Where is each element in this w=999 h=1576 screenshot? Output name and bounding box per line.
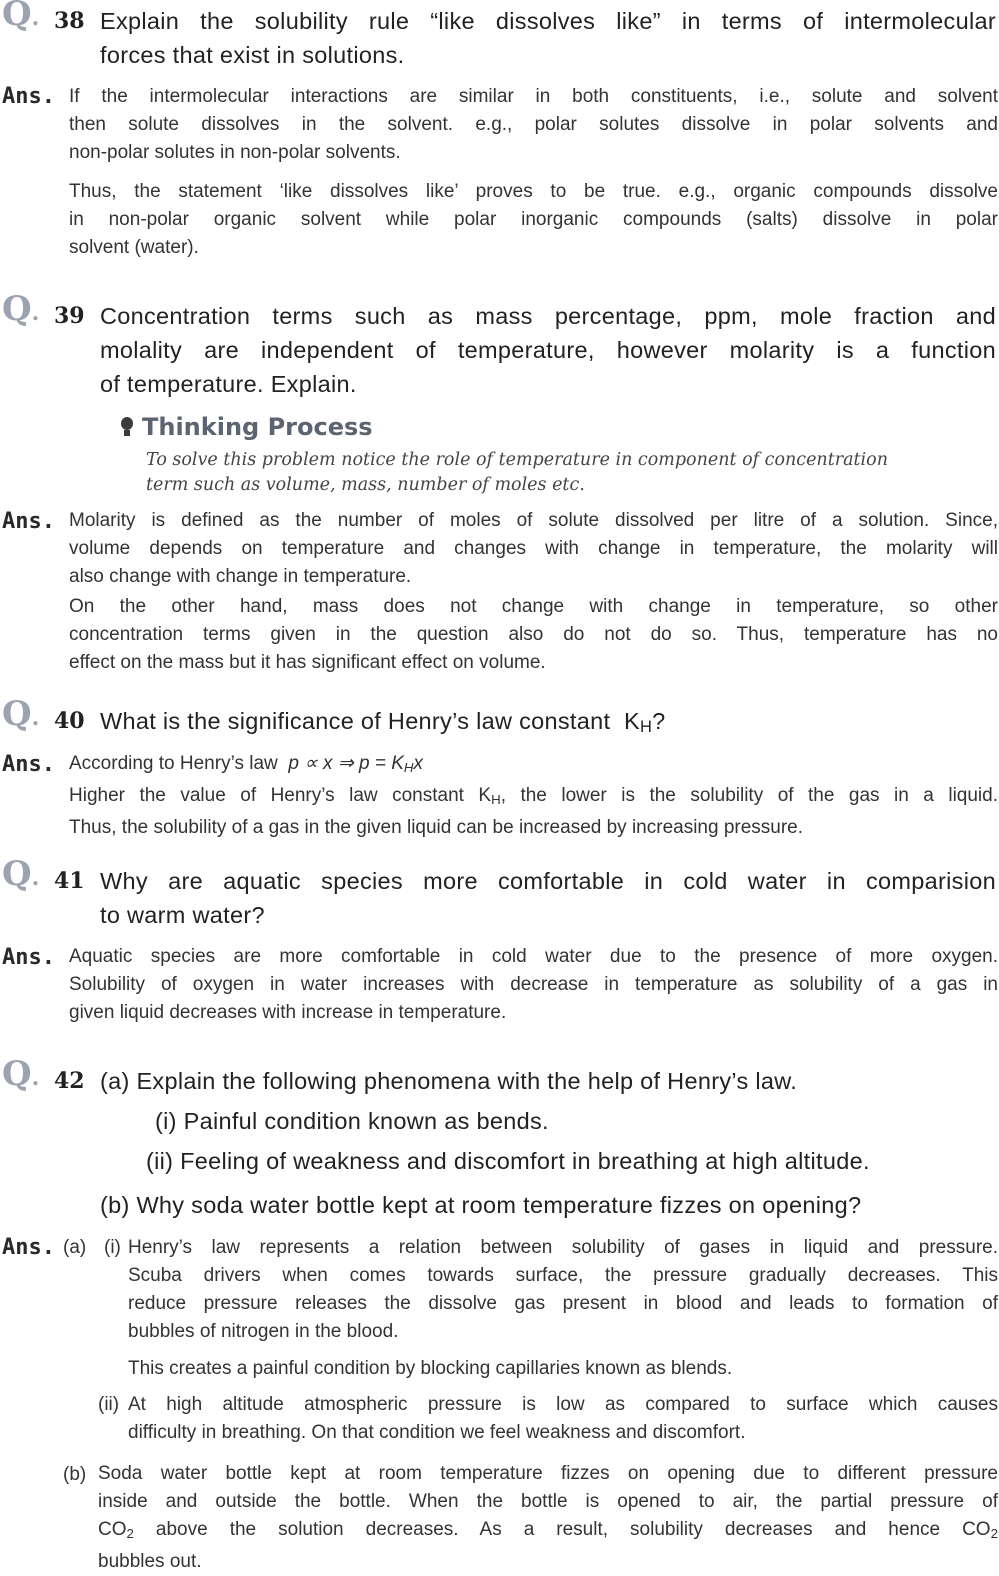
answer-label: Ans. xyxy=(2,509,55,534)
question-mark-icon: Q. xyxy=(2,0,40,34)
subpart-ii-label: (ii) xyxy=(98,1394,120,1415)
answer-paragraph: This creates a painful condition by blocking capillaries known as blends. xyxy=(128,1358,733,1379)
answer-paragraph: Aquatic species are more comfortable in cold water due to the presence of more oxygen. Solubility of oxygen in water increases with decrease in temperature as solubility of a gas in given liquid decreases with increase in temperature. xyxy=(69,946,998,1023)
question-text: What is the significance of Henry’s law constant KH? xyxy=(100,708,666,736)
answer-label: Ans. xyxy=(2,752,55,777)
question-text: Concentration terms such as mass percentage, ppm, mole fraction and molality are independent of temperature, however molarity is a function of temperature. Explain. xyxy=(100,303,996,397)
question-part-b: (b) Why soda water bottle kept at room temperature fizzes on opening? xyxy=(100,1192,862,1218)
subpart-i-label: (i) xyxy=(104,1237,121,1258)
question-text: Explain the solubility rule “like dissolves like” in terms of intermolecular forces that exist in solutions. xyxy=(100,8,996,68)
part-a-label: (a) xyxy=(63,1237,87,1258)
lightbulb-icon xyxy=(120,417,134,437)
question-mark-icon: Q. xyxy=(2,289,40,329)
question-number: 42 xyxy=(54,1068,85,1094)
answer-label: Ans. xyxy=(2,84,55,109)
question-text: Why are aquatic species more comfortable in cold water in comparision to warm water? xyxy=(100,868,996,928)
answer-paragraph: If the intermolecular interactions are similar in both constituents, i.e., solute and solvent then solute dissolves in the solvent. e.g., polar solutes dissolve in polar solvents and non-polar solutes in non-polar solvents. xyxy=(69,86,998,163)
question-number: 38 xyxy=(54,8,85,34)
answer-paragraph: Soda water bottle kept at room temperature fizzes on opening due to different pressure inside and outside the bottle. When the bottle is opened to air, the partial pressure of $CO_2$ above the solution decreases. As a result, solubility decreases and hence $CO_2$ bubbles out. xyxy=(98,1463,998,1572)
question-mark-icon: Q. xyxy=(2,854,40,894)
part-b-label: (b) xyxy=(63,1464,87,1485)
henry-law-formula: p ∝ x ⇒ $p = K_Hx$ xyxy=(288,753,423,775)
question-text: (a) Explain the following phenomena with the help of Henry’s law. xyxy=(100,1068,798,1094)
question-mark-icon: Q. xyxy=(2,694,40,734)
answer-paragraph: According to Henry’s law p ∝ x ⇒ $p = K_Hx$ Higher the value of Henry’s law constant $K_H$, the lower is the solubility of the gas in a liquid. Thus, the solubility of a gas in the given liquid can be increased by increasing pressure. xyxy=(69,753,998,838)
question-number: 40 xyxy=(54,708,85,734)
answer-paragraph: On the other hand, mass does not change with change in temperature, so other concentration terms given in the question also do not do so. Thus, temperature has no effect on the mass but it has significant effect on volume. xyxy=(69,596,998,673)
thinking-process-heading: Thinking Process xyxy=(120,413,373,441)
answer-label: Ans. xyxy=(2,1235,55,1260)
answer-paragraph: Molarity is defined as the number of moles of solute dissolved per litre of a solution. Since, volume depends on temperature and changes with change in temperature, the molarity will also change with change in temperature. xyxy=(69,510,998,587)
answer-paragraph: Thus, the statement ‘like dissolves like’ proves to be true. e.g., organic compounds dissolve in non-polar organic solvent while polar inorganic compounds (salts) dissolve in polar solvent (water). xyxy=(69,181,998,258)
question-number: 39 xyxy=(54,303,85,329)
question-mark-icon: Q. xyxy=(2,1054,40,1094)
answer-paragraph: At high altitude atmospheric pressure is low as compared to surface which causes difficulty in breathing. On that condition we feel weakness and discomfort. xyxy=(128,1394,998,1443)
question-number: 41 xyxy=(54,868,85,894)
thinking-process-text: To solve this problem notice the role of temperature in component of concentration term such as volume, mass, number of moles etc. xyxy=(146,450,888,495)
answer-paragraph: Henry’s law represents a relation between solubility of gases in liquid and pressure. Scuba drivers when comes towards surface, the pressure gradually decreases. This reduce pressure releases the dissolve gas present in blood and leads to formation of bubbles of nitrogen in the blood. xyxy=(128,1237,998,1342)
question-subpart-i: (i) Painful condition known as bends. xyxy=(155,1108,549,1134)
question-subpart-ii: (ii) Feeling of weakness and discomfort in breathing at high altitude. xyxy=(146,1148,870,1174)
answer-label: Ans. xyxy=(2,945,55,970)
